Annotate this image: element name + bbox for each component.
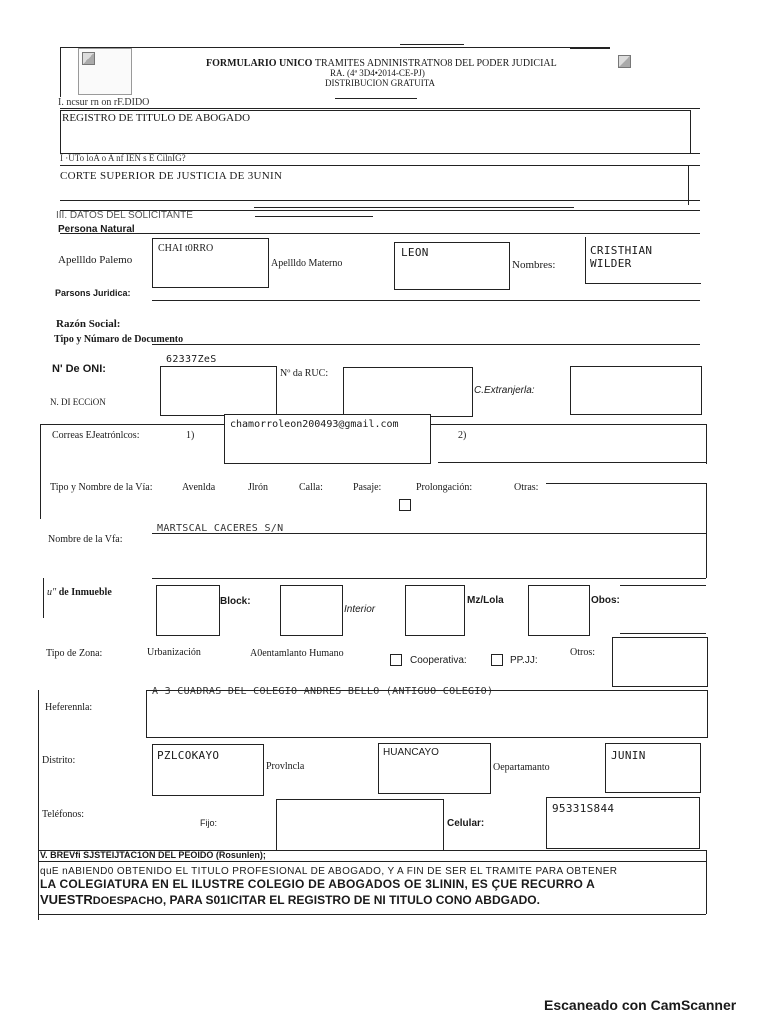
apellido-paterno-value: CHAI t0RRO bbox=[158, 243, 214, 254]
distrito-field[interactable] bbox=[152, 744, 264, 796]
celular-label: Celular: bbox=[447, 818, 485, 829]
block-label: Block: bbox=[220, 596, 251, 607]
dni-label: N' De ONI: bbox=[52, 363, 106, 375]
correo1-field[interactable] bbox=[224, 414, 431, 464]
summary-line3-b: DOESPACHO bbox=[92, 895, 163, 907]
interior-label: Interior bbox=[344, 604, 376, 615]
apellido-paterno-field[interactable] bbox=[152, 238, 269, 288]
zona-ppjj-label: PP.JJ: bbox=[510, 655, 538, 666]
razon-social-label: Razón Social: bbox=[56, 318, 121, 330]
ruc-field[interactable] bbox=[343, 367, 473, 417]
mz-lote-label: Mz/Lola bbox=[467, 595, 504, 606]
correo2-label: 2) bbox=[458, 430, 467, 441]
celular-field[interactable] bbox=[546, 797, 700, 849]
via-avenida-option[interactable]: Avenlda bbox=[182, 482, 216, 493]
dni-value: 62337ZeS bbox=[166, 354, 217, 365]
obos-label: Obos: bbox=[591, 595, 620, 606]
summary-line1: quE nABIEND0 OBTENIDO EL TITULO PROFESIONAL DE ABOGADO, Y A FIN DE SER EL TRAMITE PARA OBTENER bbox=[40, 866, 618, 877]
summary-line2: LA COLEGIATURA EN EL ILUSTRE COLEGIO DE ABOGADOS OE 3LININ, ES ÇUE RECURRO A bbox=[40, 877, 596, 891]
direccion-label: N. DI ECCiON bbox=[50, 397, 106, 407]
via-calle-option[interactable]: Calla: bbox=[299, 482, 323, 493]
referencia-label: Heferennla: bbox=[45, 702, 93, 713]
zona-cooperativa-label: Cooperativa: bbox=[410, 655, 467, 666]
block-field[interactable] bbox=[280, 585, 343, 636]
logo-right-image bbox=[615, 52, 633, 66]
zona-urbanizacion-option[interactable]: Urbanización bbox=[147, 647, 201, 658]
zona-otros-label: Otros: bbox=[570, 647, 595, 658]
form-title-end: DEL PODER JUDICIAL bbox=[454, 58, 557, 69]
apellido-paterno-label: Apellldo Palemo bbox=[58, 254, 133, 266]
extranjeria-label: C.Extranjerla: bbox=[474, 385, 535, 396]
provincia-value: HUANCAYO bbox=[383, 747, 439, 758]
nombres-label: Nombres: bbox=[512, 259, 556, 271]
summary-line3-a: VUESTR bbox=[40, 892, 93, 907]
referencia-field[interactable] bbox=[146, 690, 708, 738]
correos-label: Correas EJeatrónlcos: bbox=[52, 430, 140, 441]
apellido-materno-field[interactable] bbox=[394, 242, 510, 290]
apellido-materno-value: LEON bbox=[401, 246, 429, 259]
via-otros-option[interactable]: Otras: bbox=[514, 482, 539, 493]
zona-otros-field[interactable] bbox=[612, 637, 708, 687]
tipo-via-label: Tipo y Nombre de la Vía: bbox=[50, 482, 153, 493]
procedure-value: REGISTRO DE TITULO DE ABOGADO bbox=[62, 112, 251, 124]
summary-line3-c: , PARA S01ICITAR EL REGISTRO DE NI TITULO CONO ABDGADO. bbox=[162, 893, 540, 907]
ruc-label: Nº da RUC: bbox=[280, 368, 329, 379]
telefonos-label: Teléfonos: bbox=[42, 809, 85, 820]
procedure-field[interactable] bbox=[60, 110, 691, 154]
inmueble-number-field[interactable] bbox=[156, 585, 220, 636]
departamento-field[interactable] bbox=[605, 743, 701, 793]
dependency-value: CORTE SUPERIOR DE JUSTICIA DE 3UNIN bbox=[60, 170, 283, 182]
tipo-zona-label: Tipo de Zona: bbox=[46, 648, 103, 659]
zona-cooperativa-checkbox[interactable] bbox=[390, 654, 402, 666]
zona-ppjj-checkbox[interactable] bbox=[491, 654, 503, 666]
form-title-bold: FORMULARIO UNICO bbox=[206, 58, 313, 69]
form-title-rest: TRAMITES ADNINISTRATNO8 bbox=[314, 58, 453, 69]
distrito-value: PZLCOKAYO bbox=[157, 749, 220, 762]
provincia-field[interactable] bbox=[378, 743, 491, 794]
inmueble-label: de Inmueble bbox=[58, 587, 112, 598]
correo1-label: 1) bbox=[186, 430, 195, 441]
logo-left-image bbox=[78, 48, 132, 95]
zona-asentamiento-option[interactable]: A0entamlanto Humano bbox=[250, 648, 344, 659]
departamento-value: JUNIN bbox=[611, 749, 646, 762]
distrito-label: Distrito: bbox=[42, 755, 76, 766]
via-pasaje-option[interactable]: Pasaje: bbox=[353, 482, 382, 493]
section-applicant-heading: III. DATOS DEL SOLICITANTE bbox=[56, 210, 193, 221]
persona-juridica-label: Parsons Juridica: bbox=[55, 288, 131, 298]
via-prolongacion-option[interactable]: Prolongación: bbox=[416, 482, 473, 493]
nombres-value-line2: WILDER bbox=[590, 257, 632, 270]
dni-field[interactable] bbox=[160, 366, 277, 416]
fijo-label: Fijo: bbox=[200, 818, 218, 828]
nombres-field[interactable] bbox=[585, 237, 701, 284]
via-pasaje-checkbox[interactable] bbox=[399, 499, 411, 511]
persona-natural-label: Persona Natural bbox=[58, 224, 135, 235]
nombres-value-line1: CRISTHIAN bbox=[590, 244, 653, 257]
section-summary-heading: V. BREVfi SJSTEIJTAC1ON DEL PEOIDO (Rosunlen); bbox=[40, 850, 266, 860]
form-resolution: RA. (4ª 3D4•2014-CE-PJ) bbox=[330, 68, 425, 78]
fijo-field[interactable] bbox=[276, 799, 444, 851]
mz-lote-field[interactable] bbox=[528, 585, 590, 636]
inmueble-prefix: u" bbox=[47, 587, 57, 598]
nombre-via-label: Nombre de la Vfa: bbox=[48, 534, 123, 545]
section-dependency-heading: I ·UTo loA o A nf IEN s E CilnIG? bbox=[60, 153, 186, 163]
apellido-materno-label: Apellldo Materno bbox=[271, 258, 343, 269]
nombre-via-value: MARTSCAL CACERES S/N bbox=[157, 523, 284, 534]
departamento-label: Oepartamanto bbox=[493, 762, 550, 773]
camscanner-watermark: Escaneado con CamScanner bbox=[544, 997, 737, 1013]
referencia-value: A 3 CUADRAS DEL COLEGIO ANDRES BELLO (ANTIGUO COLEGIO) bbox=[152, 686, 494, 697]
email-value: chamorroleon200493@gmail.com bbox=[230, 419, 399, 430]
extranjeria-field[interactable] bbox=[570, 366, 702, 415]
celular-value: 95331S844 bbox=[552, 802, 615, 815]
via-jiron-option[interactable]: Jlrón bbox=[248, 482, 268, 493]
form-distribution: DISTRIBUCION GRATUITA bbox=[325, 78, 436, 88]
provincia-label: Provlncla bbox=[266, 761, 305, 772]
section-procedure-heading: I. ncsur rn on rF.DIDO bbox=[58, 97, 150, 108]
tipo-documento-label: Tipo y Númaro de Documento bbox=[54, 334, 184, 345]
interior-field[interactable] bbox=[405, 585, 465, 636]
